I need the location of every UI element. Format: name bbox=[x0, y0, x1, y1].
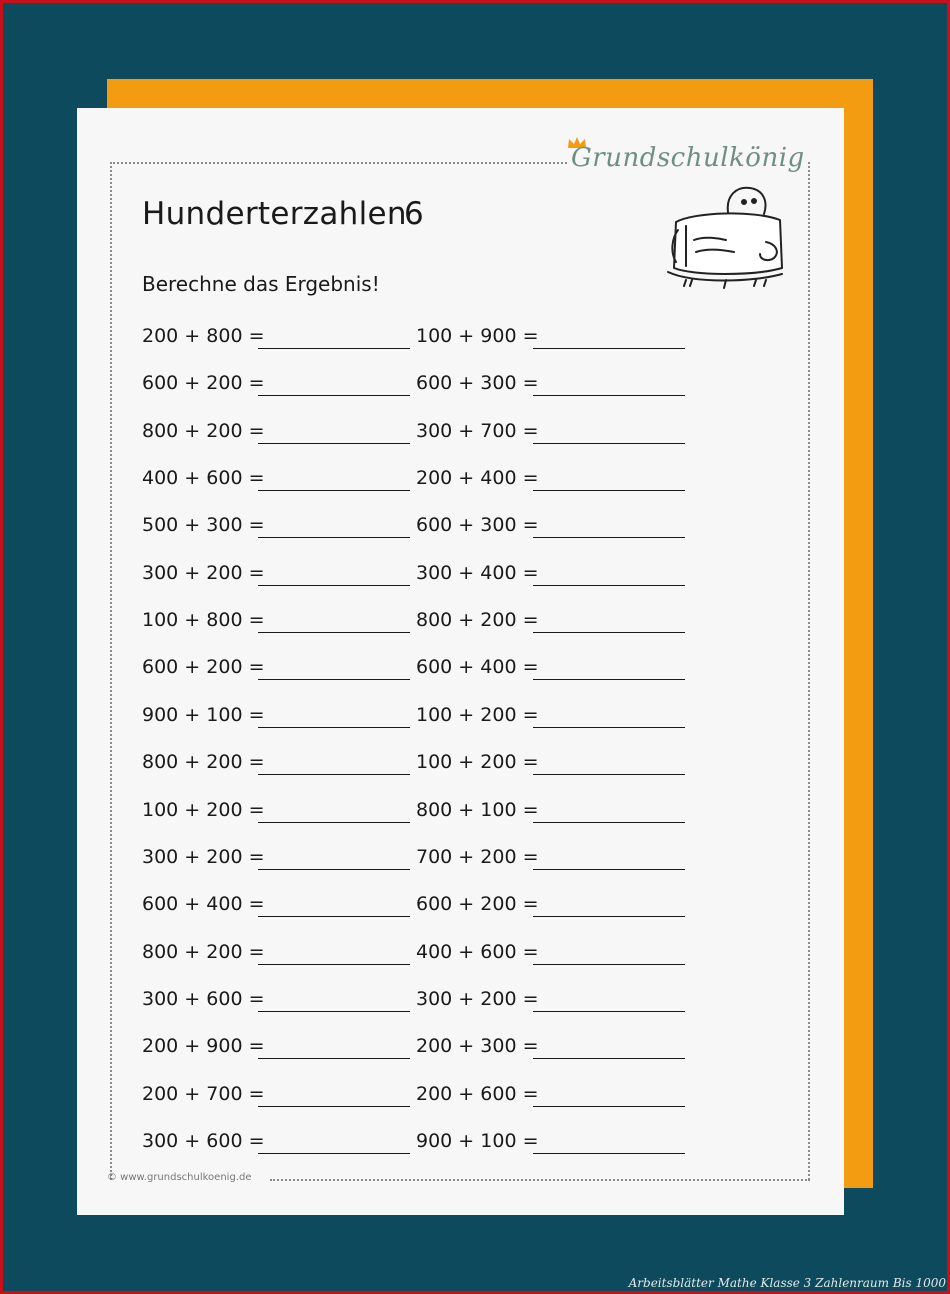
math-problem bbox=[142, 846, 410, 876]
math-problem bbox=[416, 799, 685, 829]
answer-line[interactable] bbox=[533, 443, 685, 444]
problem-expression: 200 + 800 = bbox=[142, 325, 265, 347]
problem-expression: 800 + 200 = bbox=[142, 419, 265, 442]
math-problem bbox=[142, 562, 410, 592]
math-problem bbox=[142, 325, 410, 355]
problem-expression: 800 + 100 = bbox=[416, 798, 539, 821]
problem-expression: 300 + 200 = bbox=[142, 561, 265, 584]
answer-line[interactable] bbox=[258, 395, 410, 396]
math-problem bbox=[142, 751, 410, 781]
answer-line[interactable] bbox=[533, 585, 685, 586]
instruction-text: Berechne das Ergebnis! bbox=[142, 272, 380, 296]
math-problem bbox=[142, 988, 410, 1018]
answer-line[interactable] bbox=[258, 727, 410, 728]
math-problem bbox=[142, 372, 410, 402]
problem-expression: 800 + 200 = bbox=[142, 940, 265, 963]
problem-expression: 100 + 200 = bbox=[416, 751, 539, 774]
answer-line[interactable] bbox=[258, 1106, 410, 1107]
math-problem bbox=[416, 1130, 685, 1160]
problem-expression: 300 + 700 = bbox=[416, 419, 539, 442]
math-problem bbox=[416, 846, 685, 876]
answer-line[interactable] bbox=[533, 1153, 685, 1154]
answer-line[interactable] bbox=[258, 632, 410, 633]
answer-line[interactable] bbox=[258, 774, 410, 775]
answer-line[interactable] bbox=[258, 537, 410, 538]
problem-expression: 300 + 600 = bbox=[142, 987, 265, 1010]
problem-expression: 100 + 200 = bbox=[142, 798, 265, 821]
math-problem bbox=[142, 893, 410, 923]
page-title: Hunderterzahlen bbox=[142, 196, 407, 232]
problem-expression: 600 + 400 = bbox=[142, 893, 265, 916]
answer-line[interactable] bbox=[258, 1011, 410, 1012]
answer-line[interactable] bbox=[533, 822, 685, 823]
answer-line[interactable] bbox=[533, 774, 685, 775]
problem-expression: 800 + 200 = bbox=[142, 751, 265, 774]
problem-expression: 900 + 100 = bbox=[416, 1129, 539, 1152]
answer-line[interactable] bbox=[533, 348, 685, 349]
problem-expression: 300 + 200 = bbox=[142, 845, 265, 868]
answer-line[interactable] bbox=[258, 348, 410, 349]
problem-expression: 600 + 400 = bbox=[416, 656, 539, 679]
answer-line[interactable] bbox=[533, 1058, 685, 1059]
image-caption: Arbeitsblätter Mathe Klasse 3 Zahlenraum Bis 1000 bbox=[628, 1276, 946, 1290]
problem-expression: 600 + 300 = bbox=[416, 514, 539, 537]
math-problem bbox=[416, 988, 685, 1018]
math-problem bbox=[416, 514, 685, 544]
math-problem bbox=[416, 562, 685, 592]
problem-expression: 400 + 600 = bbox=[416, 940, 539, 963]
math-problem bbox=[142, 609, 410, 639]
problem-expression: 200 + 700 = bbox=[142, 1082, 265, 1105]
math-problem bbox=[416, 893, 685, 923]
problem-expression: 600 + 300 = bbox=[416, 372, 539, 395]
problem-expression: 500 + 300 = bbox=[142, 514, 265, 537]
math-problem bbox=[416, 609, 685, 639]
worksheet-number: 6 bbox=[404, 196, 424, 232]
brand-logo: Grundschulkönig bbox=[571, 143, 805, 173]
math-problem bbox=[416, 420, 685, 450]
problem-expression: 400 + 600 = bbox=[142, 467, 265, 490]
dotted-border-bottom bbox=[270, 1179, 810, 1181]
answer-line[interactable] bbox=[533, 869, 685, 870]
answer-line[interactable] bbox=[258, 1058, 410, 1059]
math-problem bbox=[416, 325, 685, 355]
math-problem bbox=[142, 467, 410, 497]
problem-expression: 600 + 200 = bbox=[142, 656, 265, 679]
answer-line[interactable] bbox=[258, 443, 410, 444]
math-problem bbox=[142, 799, 410, 829]
math-problem bbox=[142, 941, 410, 971]
math-problem bbox=[142, 1035, 410, 1065]
answer-line[interactable] bbox=[258, 822, 410, 823]
problem-expression: 100 + 900 = bbox=[416, 325, 539, 347]
footer-copyright: © www.grundschulkoenig.de bbox=[107, 1172, 252, 1183]
answer-line[interactable] bbox=[533, 395, 685, 396]
problem-expression: 300 + 600 = bbox=[142, 1129, 265, 1152]
problem-expression: 200 + 900 = bbox=[142, 1035, 265, 1058]
problem-expression: 900 + 100 = bbox=[142, 703, 265, 726]
math-problem bbox=[142, 420, 410, 450]
answer-line[interactable] bbox=[533, 964, 685, 965]
answer-line[interactable] bbox=[533, 679, 685, 680]
math-problem bbox=[416, 704, 685, 734]
math-problem bbox=[142, 656, 410, 686]
math-problem bbox=[416, 1035, 685, 1065]
math-problem bbox=[142, 1130, 410, 1160]
problem-expression: 100 + 800 = bbox=[142, 609, 265, 632]
math-problem bbox=[142, 1083, 410, 1113]
math-problem bbox=[416, 1083, 685, 1113]
answer-line[interactable] bbox=[258, 916, 410, 917]
problem-expression: 100 + 200 = bbox=[416, 703, 539, 726]
problem-expression: 300 + 400 = bbox=[416, 561, 539, 584]
answer-line[interactable] bbox=[533, 537, 685, 538]
mascot-sign-illustration bbox=[664, 182, 788, 294]
math-problem bbox=[416, 751, 685, 781]
problem-expression: 200 + 600 = bbox=[416, 1082, 539, 1105]
problem-expression: 600 + 200 = bbox=[142, 372, 265, 395]
problem-expression: 600 + 200 = bbox=[416, 893, 539, 916]
math-problem bbox=[416, 656, 685, 686]
answer-line[interactable] bbox=[258, 490, 410, 491]
math-problem bbox=[416, 941, 685, 971]
math-problem bbox=[416, 467, 685, 497]
answer-line[interactable] bbox=[533, 1011, 685, 1012]
answer-line[interactable] bbox=[533, 727, 685, 728]
answer-line[interactable] bbox=[258, 585, 410, 586]
math-problem bbox=[142, 514, 410, 544]
problem-expression: 300 + 200 = bbox=[416, 987, 539, 1010]
math-problem bbox=[142, 704, 410, 734]
answer-line[interactable] bbox=[533, 916, 685, 917]
answer-line[interactable] bbox=[533, 632, 685, 633]
answer-line[interactable] bbox=[533, 1106, 685, 1107]
problem-expression: 700 + 200 = bbox=[416, 845, 539, 868]
answer-line[interactable] bbox=[258, 1153, 410, 1154]
answer-line[interactable] bbox=[258, 964, 410, 965]
answer-line[interactable] bbox=[533, 490, 685, 491]
answer-line[interactable] bbox=[258, 679, 410, 680]
problem-expression: 200 + 300 = bbox=[416, 1035, 539, 1058]
answer-line[interactable] bbox=[258, 869, 410, 870]
problem-expression: 800 + 200 = bbox=[416, 609, 539, 632]
problem-expression: 200 + 400 = bbox=[416, 467, 539, 490]
math-problem bbox=[416, 372, 685, 402]
